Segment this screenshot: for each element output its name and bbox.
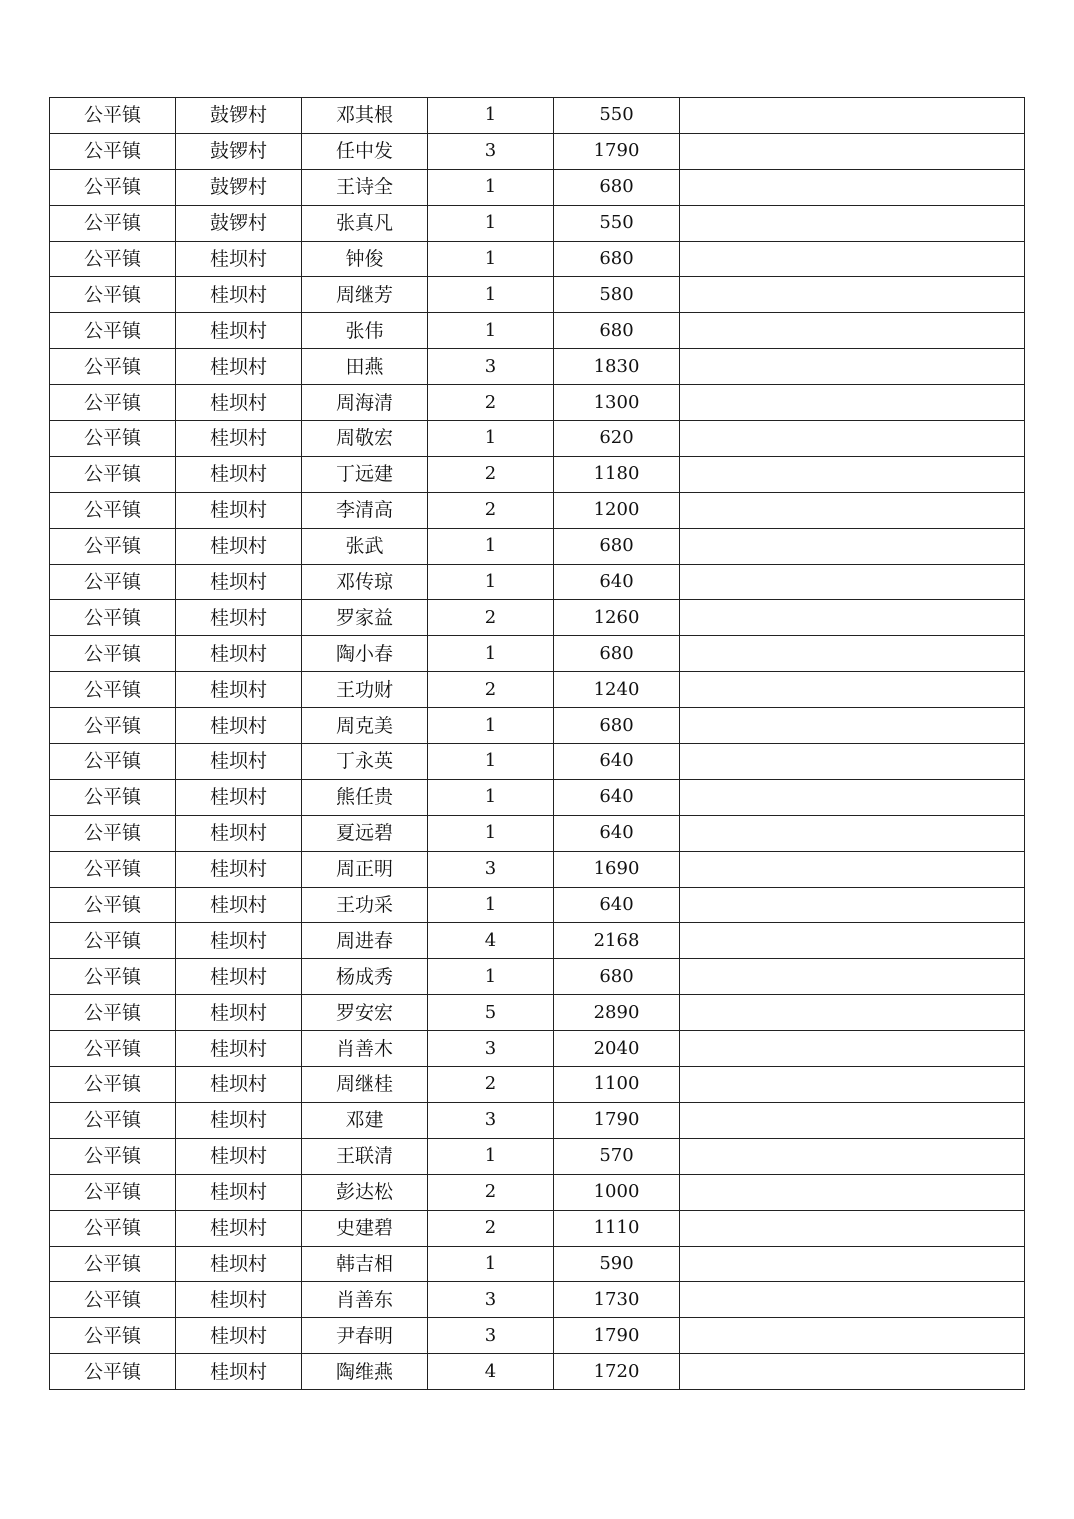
town-cell: 公平镇	[50, 528, 176, 564]
amount-cell: 2890	[554, 995, 680, 1031]
count-cell: 3	[428, 1282, 554, 1318]
count-cell: 3	[428, 1031, 554, 1067]
name-cell: 周继桂	[302, 1067, 428, 1103]
table-row	[50, 98, 1025, 134]
table-row	[50, 528, 1025, 564]
table-row	[50, 277, 1025, 313]
amount-cell: 640	[554, 744, 680, 780]
count-cell: 1	[428, 815, 554, 851]
name-cell: 周海清	[302, 385, 428, 421]
amount-cell: 680	[554, 169, 680, 205]
amount-cell: 1730	[554, 1282, 680, 1318]
table-row	[50, 421, 1025, 457]
note-cell	[680, 1354, 1025, 1390]
name-cell: 韩吉相	[302, 1246, 428, 1282]
amount-cell: 2168	[554, 923, 680, 959]
name-cell: 邓传琼	[302, 564, 428, 600]
table-row	[50, 133, 1025, 169]
count-cell: 2	[428, 672, 554, 708]
name-cell: 肖善木	[302, 1031, 428, 1067]
town-cell: 公平镇	[50, 205, 176, 241]
table-row	[50, 349, 1025, 385]
village-cell: 桂坝村	[176, 1174, 302, 1210]
town-cell: 公平镇	[50, 815, 176, 851]
town-cell: 公平镇	[50, 995, 176, 1031]
note-cell	[680, 672, 1025, 708]
village-cell: 桂坝村	[176, 385, 302, 421]
village-cell: 桂坝村	[176, 564, 302, 600]
name-cell: 王诗全	[302, 169, 428, 205]
table-row	[50, 636, 1025, 672]
name-cell: 史建碧	[302, 1210, 428, 1246]
amount-cell: 590	[554, 1246, 680, 1282]
town-cell: 公平镇	[50, 1031, 176, 1067]
village-cell: 桂坝村	[176, 672, 302, 708]
count-cell: 1	[428, 313, 554, 349]
count-cell: 1	[428, 959, 554, 995]
note-cell	[680, 1174, 1025, 1210]
town-cell: 公平镇	[50, 1246, 176, 1282]
name-cell: 邓建	[302, 1102, 428, 1138]
amount-cell: 1240	[554, 672, 680, 708]
count-cell: 1	[428, 636, 554, 672]
name-cell: 熊任贵	[302, 779, 428, 815]
village-cell: 桂坝村	[176, 600, 302, 636]
note-cell	[680, 98, 1025, 134]
village-cell: 桂坝村	[176, 815, 302, 851]
note-cell	[680, 1210, 1025, 1246]
count-cell: 1	[428, 779, 554, 815]
count-cell: 1	[428, 708, 554, 744]
name-cell: 周敬宏	[302, 421, 428, 457]
amount-cell: 680	[554, 528, 680, 564]
name-cell: 陶小春	[302, 636, 428, 672]
amount-cell: 680	[554, 708, 680, 744]
town-cell: 公平镇	[50, 1138, 176, 1174]
town-cell: 公平镇	[50, 349, 176, 385]
name-cell: 尹春明	[302, 1318, 428, 1354]
count-cell: 2	[428, 456, 554, 492]
town-cell: 公平镇	[50, 1318, 176, 1354]
town-cell: 公平镇	[50, 277, 176, 313]
note-cell	[680, 133, 1025, 169]
table-row	[50, 744, 1025, 780]
village-cell: 鼓锣村	[176, 205, 302, 241]
town-cell: 公平镇	[50, 98, 176, 134]
town-cell: 公平镇	[50, 636, 176, 672]
note-cell	[680, 815, 1025, 851]
note-cell	[680, 1067, 1025, 1103]
town-cell: 公平镇	[50, 133, 176, 169]
note-cell	[680, 600, 1025, 636]
village-cell: 桂坝村	[176, 492, 302, 528]
note-cell	[680, 349, 1025, 385]
table-row	[50, 851, 1025, 887]
note-cell	[680, 313, 1025, 349]
amount-cell: 2040	[554, 1031, 680, 1067]
count-cell: 1	[428, 169, 554, 205]
note-cell	[680, 492, 1025, 528]
count-cell: 1	[428, 1246, 554, 1282]
note-cell	[680, 205, 1025, 241]
name-cell: 杨成秀	[302, 959, 428, 995]
note-cell	[680, 995, 1025, 1031]
count-cell: 3	[428, 349, 554, 385]
village-cell: 桂坝村	[176, 636, 302, 672]
amount-cell: 1000	[554, 1174, 680, 1210]
count-cell: 1	[428, 205, 554, 241]
village-cell: 桂坝村	[176, 1354, 302, 1390]
note-cell	[680, 887, 1025, 923]
amount-cell: 1260	[554, 600, 680, 636]
note-cell	[680, 241, 1025, 277]
table-row	[50, 672, 1025, 708]
count-cell: 3	[428, 1318, 554, 1354]
town-cell: 公平镇	[50, 169, 176, 205]
name-cell: 周继芳	[302, 277, 428, 313]
name-cell: 张武	[302, 528, 428, 564]
village-cell: 桂坝村	[176, 1067, 302, 1103]
table-body	[50, 98, 1025, 1390]
amount-cell: 620	[554, 421, 680, 457]
amount-cell: 1100	[554, 1067, 680, 1103]
count-cell: 2	[428, 385, 554, 421]
town-cell: 公平镇	[50, 564, 176, 600]
note-cell	[680, 744, 1025, 780]
table-row	[50, 1318, 1025, 1354]
amount-cell: 1110	[554, 1210, 680, 1246]
town-cell: 公平镇	[50, 456, 176, 492]
name-cell: 周正明	[302, 851, 428, 887]
table-row	[50, 959, 1025, 995]
table-row	[50, 1210, 1025, 1246]
amount-cell: 550	[554, 98, 680, 134]
table-row	[50, 1067, 1025, 1103]
table-row	[50, 779, 1025, 815]
table-row	[50, 205, 1025, 241]
count-cell: 1	[428, 98, 554, 134]
name-cell: 钟俊	[302, 241, 428, 277]
note-cell	[680, 1318, 1025, 1354]
table-row	[50, 564, 1025, 600]
name-cell: 田燕	[302, 349, 428, 385]
town-cell: 公平镇	[50, 1067, 176, 1103]
amount-cell: 570	[554, 1138, 680, 1174]
amount-cell: 1790	[554, 133, 680, 169]
town-cell: 公平镇	[50, 492, 176, 528]
name-cell: 张真凡	[302, 205, 428, 241]
note-cell	[680, 277, 1025, 313]
village-cell: 桂坝村	[176, 708, 302, 744]
count-cell: 5	[428, 995, 554, 1031]
amount-cell: 580	[554, 277, 680, 313]
town-cell: 公平镇	[50, 744, 176, 780]
note-cell	[680, 636, 1025, 672]
count-cell: 1	[428, 887, 554, 923]
amount-cell: 550	[554, 205, 680, 241]
name-cell: 肖善东	[302, 1282, 428, 1318]
village-cell: 鼓锣村	[176, 98, 302, 134]
town-cell: 公平镇	[50, 923, 176, 959]
count-cell: 3	[428, 1102, 554, 1138]
village-cell: 桂坝村	[176, 959, 302, 995]
town-cell: 公平镇	[50, 887, 176, 923]
village-cell: 桂坝村	[176, 1282, 302, 1318]
town-cell: 公平镇	[50, 421, 176, 457]
note-cell	[680, 421, 1025, 457]
town-cell: 公平镇	[50, 959, 176, 995]
name-cell: 李清高	[302, 492, 428, 528]
table-row	[50, 887, 1025, 923]
amount-cell: 640	[554, 564, 680, 600]
name-cell: 罗安宏	[302, 995, 428, 1031]
amount-cell: 1720	[554, 1354, 680, 1390]
town-cell: 公平镇	[50, 385, 176, 421]
name-cell: 夏远碧	[302, 815, 428, 851]
amount-cell: 1790	[554, 1102, 680, 1138]
village-cell: 桂坝村	[176, 528, 302, 564]
count-cell: 1	[428, 277, 554, 313]
name-cell: 丁远建	[302, 456, 428, 492]
name-cell: 陶维燕	[302, 1354, 428, 1390]
table-row	[50, 1031, 1025, 1067]
amount-cell: 680	[554, 313, 680, 349]
count-cell: 1	[428, 421, 554, 457]
note-cell	[680, 1138, 1025, 1174]
village-cell: 鼓锣村	[176, 133, 302, 169]
town-cell: 公平镇	[50, 779, 176, 815]
town-cell: 公平镇	[50, 600, 176, 636]
amount-cell: 1200	[554, 492, 680, 528]
note-cell	[680, 923, 1025, 959]
name-cell: 王功财	[302, 672, 428, 708]
village-cell: 桂坝村	[176, 1210, 302, 1246]
note-cell	[680, 528, 1025, 564]
town-cell: 公平镇	[50, 1282, 176, 1318]
count-cell: 4	[428, 923, 554, 959]
note-cell	[680, 169, 1025, 205]
village-cell: 桂坝村	[176, 1138, 302, 1174]
town-cell: 公平镇	[50, 708, 176, 744]
note-cell	[680, 1282, 1025, 1318]
village-cell: 桂坝村	[176, 1246, 302, 1282]
town-cell: 公平镇	[50, 241, 176, 277]
note-cell	[680, 1246, 1025, 1282]
table-row	[50, 1102, 1025, 1138]
count-cell: 4	[428, 1354, 554, 1390]
name-cell: 邓其根	[302, 98, 428, 134]
count-cell: 2	[428, 1174, 554, 1210]
note-cell	[680, 564, 1025, 600]
count-cell: 2	[428, 1067, 554, 1103]
amount-cell: 1180	[554, 456, 680, 492]
count-cell: 1	[428, 1138, 554, 1174]
note-cell	[680, 1102, 1025, 1138]
count-cell: 3	[428, 851, 554, 887]
village-cell: 桂坝村	[176, 349, 302, 385]
name-cell: 周克美	[302, 708, 428, 744]
town-cell: 公平镇	[50, 313, 176, 349]
table-row	[50, 995, 1025, 1031]
village-cell: 桂坝村	[176, 241, 302, 277]
name-cell: 彭达松	[302, 1174, 428, 1210]
table-row	[50, 923, 1025, 959]
village-cell: 桂坝村	[176, 851, 302, 887]
town-cell: 公平镇	[50, 1174, 176, 1210]
note-cell	[680, 708, 1025, 744]
amount-cell: 1300	[554, 385, 680, 421]
village-cell: 桂坝村	[176, 923, 302, 959]
table-row	[50, 815, 1025, 851]
village-cell: 桂坝村	[176, 1318, 302, 1354]
village-cell: 桂坝村	[176, 744, 302, 780]
table-row	[50, 708, 1025, 744]
note-cell	[680, 959, 1025, 995]
note-cell	[680, 779, 1025, 815]
amount-cell: 640	[554, 815, 680, 851]
table-row	[50, 456, 1025, 492]
table-row	[50, 1138, 1025, 1174]
name-cell: 周进春	[302, 923, 428, 959]
name-cell: 任中发	[302, 133, 428, 169]
count-cell: 1	[428, 564, 554, 600]
count-cell: 1	[428, 744, 554, 780]
village-cell: 桂坝村	[176, 1031, 302, 1067]
name-cell: 王联清	[302, 1138, 428, 1174]
village-cell: 桂坝村	[176, 779, 302, 815]
note-cell	[680, 1031, 1025, 1067]
amount-cell: 1790	[554, 1318, 680, 1354]
name-cell: 丁永英	[302, 744, 428, 780]
village-cell: 桂坝村	[176, 313, 302, 349]
data-table	[49, 97, 1025, 1390]
table-row	[50, 313, 1025, 349]
village-cell: 桂坝村	[176, 995, 302, 1031]
count-cell: 1	[428, 241, 554, 277]
village-cell: 桂坝村	[176, 421, 302, 457]
amount-cell: 1690	[554, 851, 680, 887]
amount-cell: 640	[554, 779, 680, 815]
town-cell: 公平镇	[50, 1354, 176, 1390]
town-cell: 公平镇	[50, 1102, 176, 1138]
village-cell: 桂坝村	[176, 887, 302, 923]
count-cell: 2	[428, 600, 554, 636]
town-cell: 公平镇	[50, 851, 176, 887]
village-cell: 桂坝村	[176, 277, 302, 313]
count-cell: 2	[428, 492, 554, 528]
name-cell: 王功采	[302, 887, 428, 923]
village-cell: 桂坝村	[176, 1102, 302, 1138]
table-row	[50, 492, 1025, 528]
table-row	[50, 169, 1025, 205]
note-cell	[680, 851, 1025, 887]
table-row	[50, 1282, 1025, 1318]
village-cell: 鼓锣村	[176, 169, 302, 205]
table-row	[50, 241, 1025, 277]
amount-cell: 680	[554, 959, 680, 995]
amount-cell: 680	[554, 636, 680, 672]
town-cell: 公平镇	[50, 672, 176, 708]
town-cell: 公平镇	[50, 1210, 176, 1246]
count-cell: 3	[428, 133, 554, 169]
count-cell: 2	[428, 1210, 554, 1246]
table-row	[50, 1246, 1025, 1282]
count-cell: 1	[428, 528, 554, 564]
amount-cell: 680	[554, 241, 680, 277]
table-row	[50, 600, 1025, 636]
village-cell: 桂坝村	[176, 456, 302, 492]
name-cell: 张伟	[302, 313, 428, 349]
name-cell: 罗家益	[302, 600, 428, 636]
table-row	[50, 1174, 1025, 1210]
amount-cell: 1830	[554, 349, 680, 385]
note-cell	[680, 456, 1025, 492]
table-row	[50, 385, 1025, 421]
amount-cell: 640	[554, 887, 680, 923]
note-cell	[680, 385, 1025, 421]
table-row	[50, 1354, 1025, 1390]
